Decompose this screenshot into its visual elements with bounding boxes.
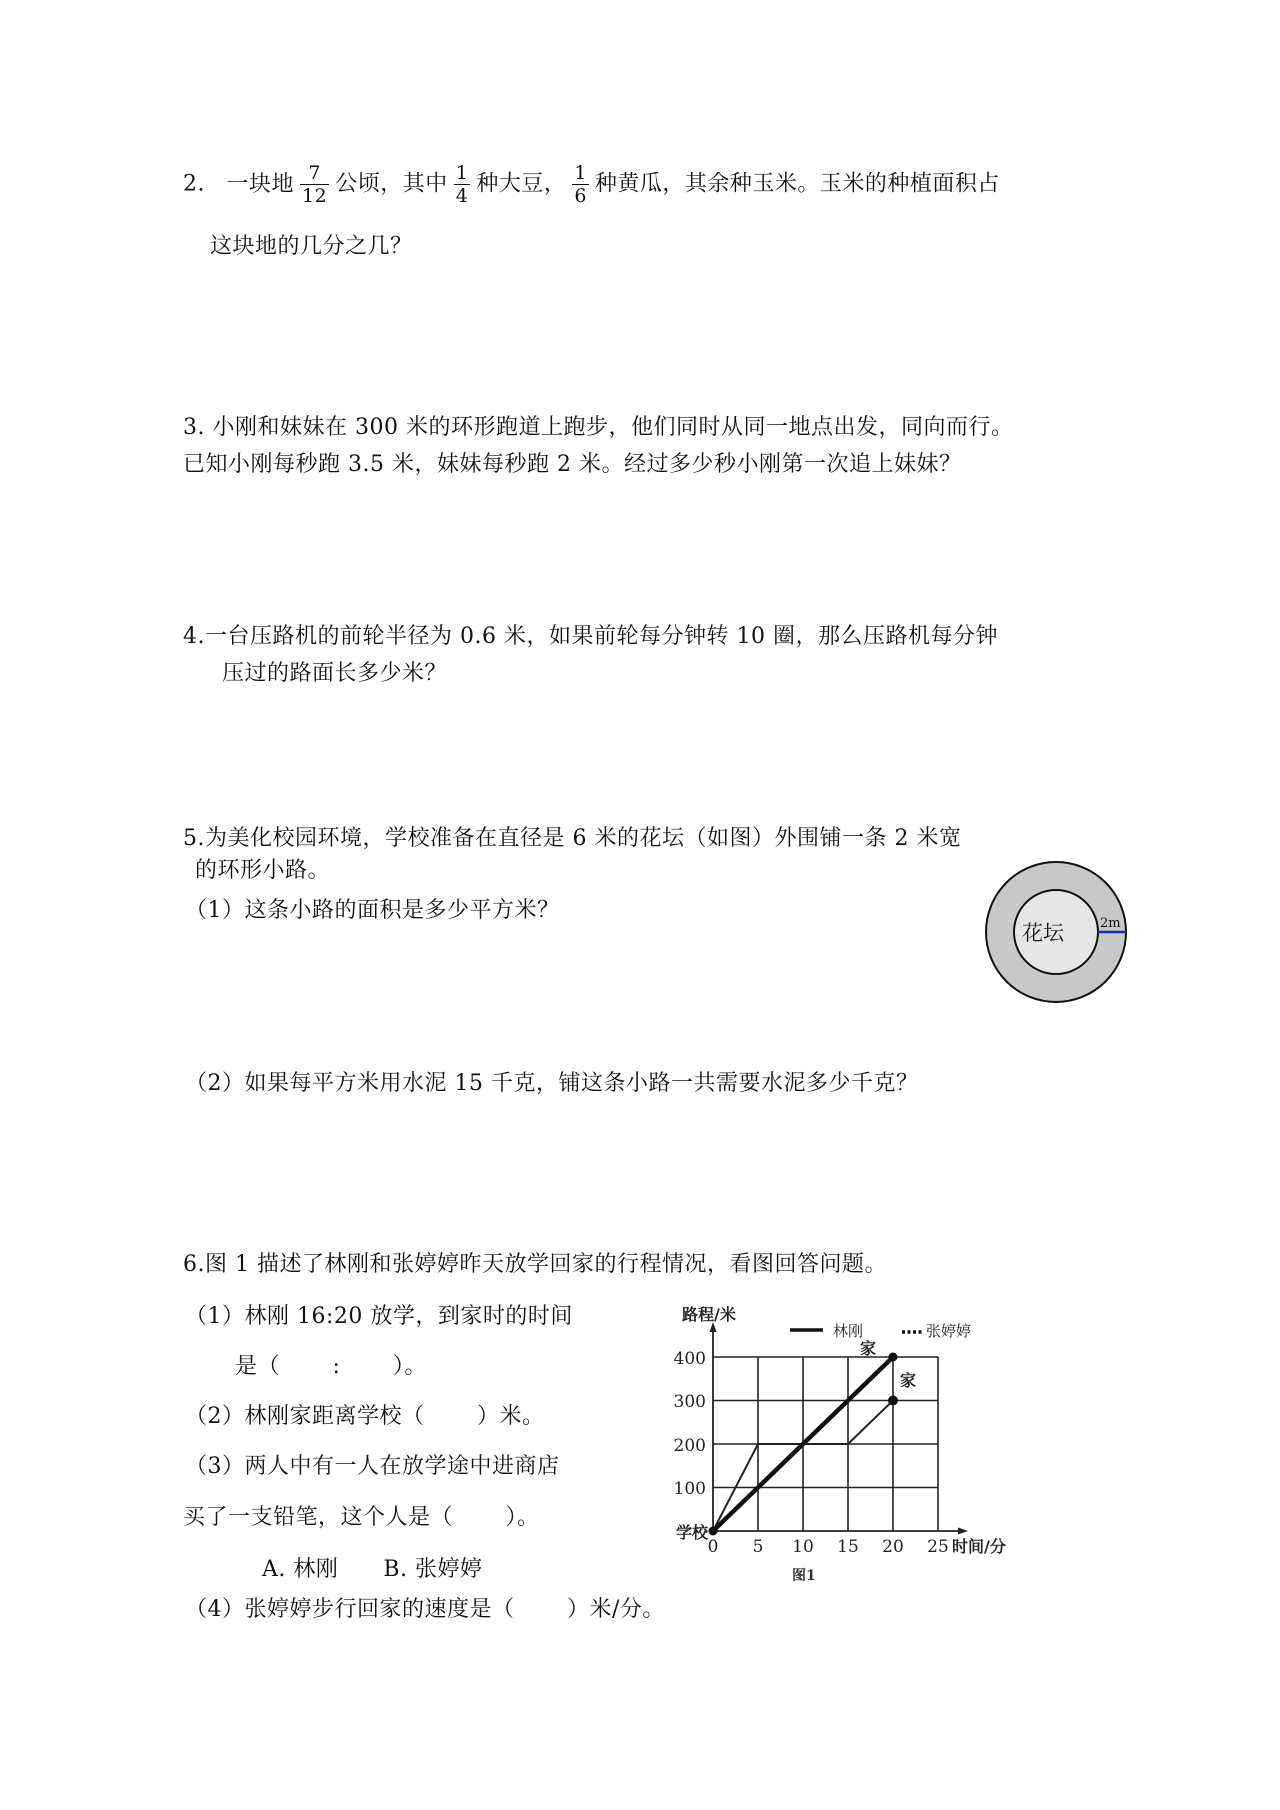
zhangtingting-home-label: 家 [900, 1371, 917, 1390]
figure-caption: 图1 [792, 1568, 816, 1584]
numerator: 7 [300, 162, 329, 185]
question-5-sub-1: （1）这条小路的面积是多少平方米？ [185, 898, 560, 923]
q2-text: 种黄瓜，其余种玉米。玉米的种植面积占 [594, 171, 1000, 197]
x-tick-25: 25 [927, 1537, 949, 1557]
numerator: 1 [455, 162, 469, 184]
school-origin-dot [709, 1527, 718, 1536]
y-tick-400: 400 [673, 1349, 706, 1369]
question-5-line-1: 5.为美化校园环境，学校准备在直径是 6 米的花坛（如图）外围铺一条 2 米宽 [183, 826, 962, 851]
question-6-sub-1b: 是（ : ）。 [235, 1354, 427, 1379]
x-tick-10: 10 [792, 1537, 814, 1557]
question-6-sub-3a: （3）两人中有一人在放学途中进商店 [185, 1454, 560, 1479]
y-tick-100: 100 [673, 1479, 706, 1499]
y-tick-200: 200 [673, 1436, 706, 1456]
zhangtingting-home-dot [888, 1396, 898, 1406]
question-2-line-1 [183, 162, 1000, 207]
x-axis-label: 时间/分 [952, 1537, 1006, 1556]
y-tick-300: 300 [673, 1392, 706, 1412]
y-axis-label: 路程/米 [682, 1305, 736, 1324]
q2-text: 公顷，其中 [335, 171, 448, 197]
fraction-1-6 [572, 162, 589, 207]
distance-time-chart [640, 1300, 1080, 1600]
question-6-sub-4: （4）张婷婷步行回家的速度是（ ）米/分。 [185, 1597, 665, 1622]
flowerbed-label: 花坛 [1022, 921, 1064, 945]
x-tick-20: 20 [882, 1537, 904, 1557]
denominator: 12 [302, 185, 328, 207]
question-2-line-2: 这块地的几分之几？ [210, 234, 413, 259]
origin-label: 学校 [675, 1523, 708, 1542]
x-tick-5: 5 [752, 1537, 764, 1557]
question-6-options: A. 林刚 B. 张婷婷 [262, 1557, 483, 1582]
denominator: 6 [574, 185, 587, 207]
question-5-sub-2: （2）如果每平方米用水泥 15 千克，铺这条小路一共需要水泥多少千克？ [185, 1071, 919, 1096]
q2-text: 种大豆， [476, 171, 567, 197]
question-3-line-1: 3. 小刚和妹妹在 300 米的环形跑道上跑步，他们同时从同一地点出发，同向而行。 [183, 415, 1014, 440]
q2-text: 一块地 [226, 171, 295, 197]
numerator: 1 [574, 162, 587, 184]
question-6-sub-1a: （1）林刚 16:20 放学，到家时的时间 [185, 1304, 573, 1329]
x-axis-arrow-icon [958, 1528, 968, 1535]
fraction-7-12 [300, 162, 329, 207]
question-3-line-2: 已知小刚每秒跑 3.5 米，妹妹每秒跑 2 米。经过多少秒小刚第一次追上妹妹？ [183, 452, 962, 477]
denominator: 4 [455, 185, 469, 207]
question-4-line-1: 4.一台压路机的前轮半径为 0.6 米，如果前轮每分钟转 10 圈，那么压路机每分钟 [183, 624, 998, 649]
lingang-home-dot [889, 1353, 898, 1362]
legend-lingang-label: 林刚 [833, 1322, 864, 1340]
x-tick-0: 0 [707, 1537, 719, 1557]
width-label: 2m [1100, 916, 1121, 931]
question-6-line-1: 6.图 1 描述了林刚和张婷婷昨天放学回家的行程情况，看图回答问题。 [183, 1252, 887, 1277]
lingang-home-label: 家 [860, 1339, 877, 1358]
legend-zhangtingting-label: 张婷婷 [926, 1322, 972, 1340]
fraction-1-4 [454, 162, 471, 207]
x-tick-15: 15 [837, 1537, 859, 1557]
question-4-line-2: 压过的路面长多少米？ [222, 661, 448, 686]
flowerbed-figure [980, 860, 1140, 1010]
question-6-sub-3b: 买了一支铅笔，这个人是（ ）。 [183, 1505, 540, 1530]
question-number: 2. [183, 171, 205, 197]
question-6-sub-2: （2）林刚家距离学校（ ）米。 [185, 1404, 545, 1429]
question-5-line-2: 的环形小路。 [195, 858, 331, 883]
